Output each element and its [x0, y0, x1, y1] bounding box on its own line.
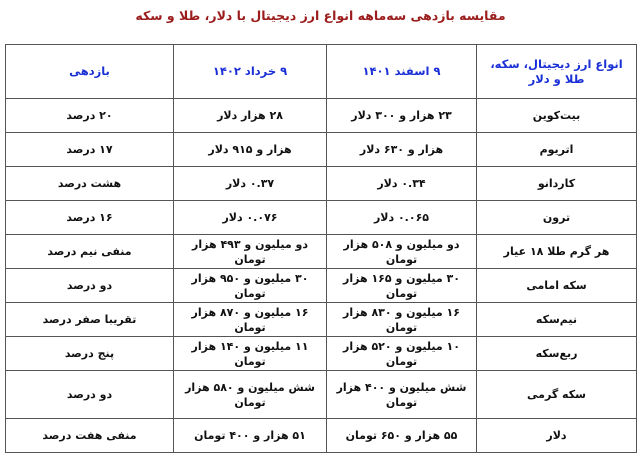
- khordad-price-cell: هزار و ۹۱۵ دلار: [174, 133, 327, 167]
- table-row: [6, 337, 637, 371]
- asset-cell: دلار: [477, 419, 637, 453]
- khordad-price-cell: ۰.۳۷ دلار: [174, 167, 327, 201]
- header-asset: انواع ارز دیجیتال، سکه، طلا و دلار: [477, 45, 637, 99]
- return-cell: تقریبا صفر درصد: [6, 303, 174, 337]
- return-cell: هشت درصد: [6, 167, 174, 201]
- table-row: [6, 371, 637, 419]
- asset-cell: ربع‌سکه: [477, 337, 637, 371]
- esfand-price-cell: ۰.۰۶۵ دلار: [327, 201, 477, 235]
- return-cell: منفی هفت درصد: [6, 419, 174, 453]
- return-cell: ۲۰ درصد: [6, 99, 174, 133]
- return-cell: منفی نیم درصد: [6, 235, 174, 269]
- asset-cell: سکه امامی: [477, 269, 637, 303]
- page-title: مقایسه بازدهی سه‌ماهه انواع ارز دیجیتال با دلار، طلا و سکه: [135, 8, 506, 23]
- esfand-price-cell: ۰.۳۴ دلار: [327, 167, 477, 201]
- header-esfand-date: ۹ اسفند ۱۴۰۱: [327, 45, 477, 99]
- esfand-price-cell: ۱۶ میلیون و ۸۳۰ هزار تومان: [327, 303, 477, 337]
- asset-cell: ترون: [477, 201, 637, 235]
- esfand-price-cell: ۵۵ هزار و ۶۵۰ تومان: [327, 419, 477, 453]
- khordad-price-cell: ۱۶ میلیون و ۸۷۰ هزار تومان: [174, 303, 327, 337]
- return-cell: دو درصد: [6, 371, 174, 419]
- esfand-price-cell: دو میلیون و ۵۰۸ هزار تومان: [327, 235, 477, 269]
- asset-cell: اتریوم: [477, 133, 637, 167]
- khordad-price-cell: ۰.۰۷۶ دلار: [174, 201, 327, 235]
- asset-cell: کاردانو: [477, 167, 637, 201]
- table-row: [6, 133, 637, 167]
- table-row: [6, 167, 637, 201]
- table-row: [6, 99, 637, 133]
- header-return: بازدهی: [6, 45, 174, 99]
- khordad-price-cell: ۵۱ هزار و ۴۰۰ تومان: [174, 419, 327, 453]
- table-row: [6, 201, 637, 235]
- return-cell: ۱۶ درصد: [6, 201, 174, 235]
- asset-cell: سکه گرمی: [477, 371, 637, 419]
- asset-cell: هر گرم طلا ۱۸ عیار: [477, 235, 637, 269]
- table-row: [6, 419, 637, 453]
- table-row: [6, 303, 637, 337]
- khordad-price-cell: ۳۰ میلیون و ۹۵۰ هزار تومان: [174, 269, 327, 303]
- return-cell: دو درصد: [6, 269, 174, 303]
- table-row: [6, 269, 637, 303]
- esfand-price-cell: ۲۳ هزار و ۳۰۰ دلار: [327, 99, 477, 133]
- return-cell: ۱۷ درصد: [6, 133, 174, 167]
- esfand-price-cell: هزار و ۶۳۰ دلار: [327, 133, 477, 167]
- khordad-price-cell: دو میلیون و ۴۹۳ هزار تومان: [174, 235, 327, 269]
- khordad-price-cell: ۲۸ هزار دلار: [174, 99, 327, 133]
- esfand-price-cell: ۱۰ میلیون و ۵۲۰ هزار تومان: [327, 337, 477, 371]
- return-cell: پنج درصد: [6, 337, 174, 371]
- table-row: [6, 235, 637, 269]
- table-header-row: [6, 45, 637, 99]
- header-khordad-date: ۹ خرداد ۱۴۰۲: [174, 45, 327, 99]
- asset-cell: بیت‌کوین: [477, 99, 637, 133]
- asset-cell: نیم‌سکه: [477, 303, 637, 337]
- khordad-price-cell: شش میلیون و ۵۸۰ هزار تومان: [174, 371, 327, 419]
- esfand-price-cell: شش میلیون و ۴۰۰ هزار تومان: [327, 371, 477, 419]
- esfand-price-cell: ۳۰ میلیون و ۱۶۵ هزار تومان: [327, 269, 477, 303]
- khordad-price-cell: ۱۱ میلیون و ۱۴۰ هزار تومان: [174, 337, 327, 371]
- comparison-table: [5, 44, 637, 453]
